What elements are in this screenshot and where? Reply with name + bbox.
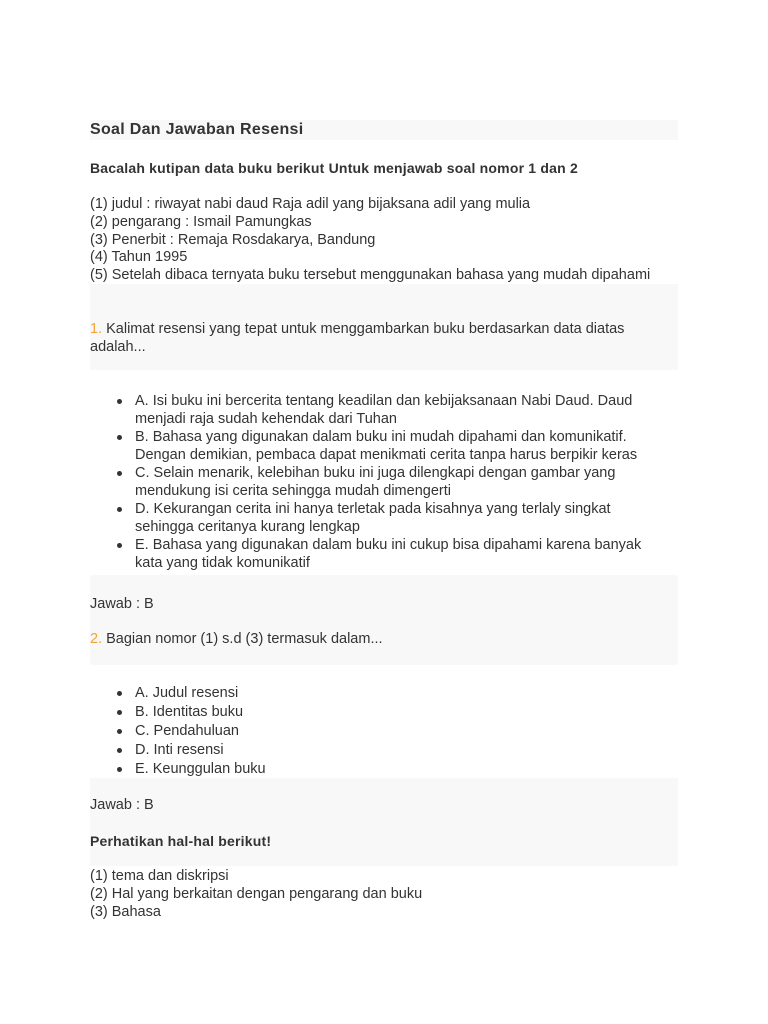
question-text: Kalimat resensi yang tepat untuk menggambarkan buku berdasarkan data diatas adalah...	[90, 321, 625, 355]
option-item: E. Keunggulan buku	[110, 760, 650, 778]
question-1	[90, 320, 650, 356]
book-data-line: (1) judul : riwayat nabi daud Raja adil yang bijaksana adil yang mulia	[90, 196, 531, 212]
question-number: 1.	[90, 321, 103, 337]
answer-2: Jawab : B	[90, 797, 154, 813]
section-heading: Perhatikan hal-hal berikut!	[90, 833, 272, 849]
answer-band-1	[90, 575, 678, 665]
book-data-line: (3) Penerbit : Remaja Rosdakarya, Bandung	[90, 232, 376, 248]
question-1-options	[110, 392, 650, 572]
option-item: C. Pendahuluan	[110, 722, 650, 740]
option-item: D. Inti resensi	[110, 741, 650, 759]
option-item: A. Isi buku ini bercerita tentang keadilan dan kebijaksanaan Nabi Daud. Daud menjadi raja sudah kehendak dari Tuhan	[110, 392, 650, 428]
answer-1: Jawab : B	[90, 596, 154, 612]
option-item: C. Selain menarik, kelebihan buku ini juga dilengkapi dengan gambar yang mendukung isi cerita sehingga mudah dimengerti	[110, 464, 650, 500]
section-item: (1) tema dan diskripsi	[90, 868, 229, 884]
question-number: 2.	[90, 631, 103, 647]
section-item: (2) Hal yang berkaitan dengan pengarang dan buku	[90, 886, 423, 902]
book-data-line: (4) Tahun 1995	[90, 249, 188, 265]
answer-band-2	[90, 778, 678, 866]
option-item: B. Identitas buku	[110, 703, 650, 721]
option-item: B. Bahasa yang digunakan dalam buku ini mudah dipahami dan komunikatif. Dengan demikian, pembaca dapat menikmati cerita tanpa harus berpikir keras	[110, 428, 650, 464]
option-item: D. Kekurangan cerita ini hanya terletak pada kisahnya yang terlaly singkat sehingga ceritanya kurang lengkap	[110, 500, 650, 536]
option-item: A. Judul resensi	[110, 684, 650, 702]
book-data-line: (2) pengarang : Ismail Pamungkas	[90, 214, 312, 230]
instruction-text: Bacalah kutipan data buku berikut Untuk menjawab soal nomor 1 dan 2	[90, 160, 578, 176]
book-data-line: (5) Setelah dibaca ternyata buku tersebut menggunakan bahasa yang mudah dipahami	[90, 267, 651, 283]
section-item: (3) Bahasa	[90, 904, 161, 920]
question-text: Bagian nomor (1) s.d (3) termasuk dalam...	[106, 631, 383, 647]
question-2-options	[110, 684, 650, 778]
option-item: E. Bahasa yang digunakan dalam buku ini cukup bisa dipahami karena banyak kata yang tidak komunikatif	[110, 536, 650, 572]
question-2	[90, 630, 383, 648]
page-title: Soal Dan Jawaban Resensi	[90, 121, 304, 138]
